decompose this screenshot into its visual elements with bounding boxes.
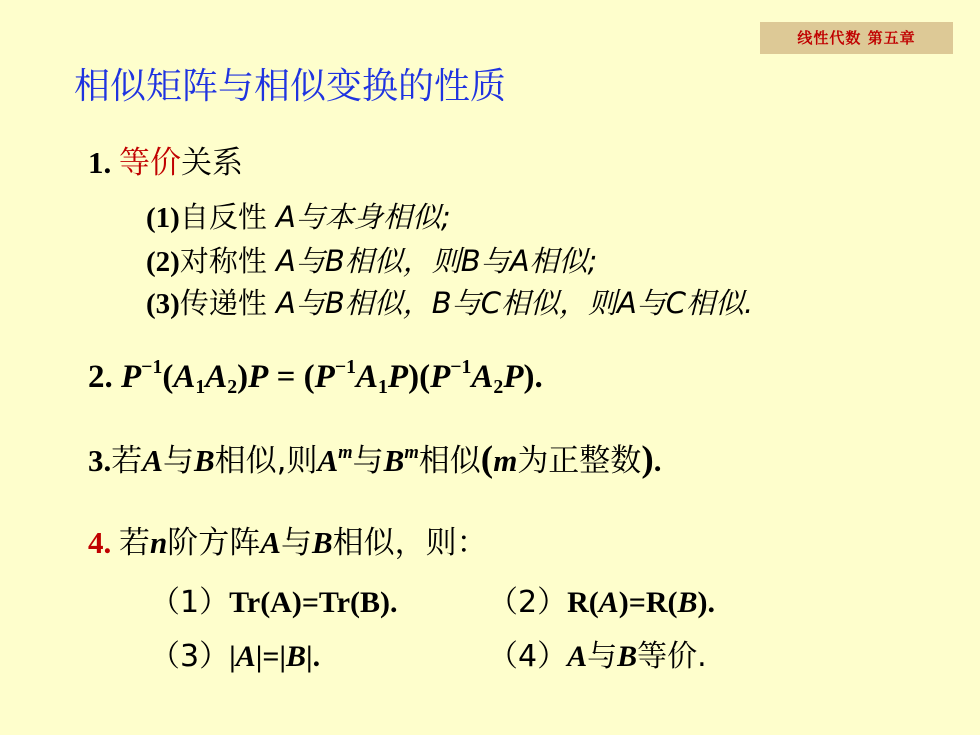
- sym-paren: ): [641, 439, 654, 480]
- text: 相似,则: [214, 443, 318, 479]
- item-1-sub-3: [146, 283, 753, 324]
- text: |=|: [255, 640, 287, 673]
- sym-index: 2: [227, 375, 238, 398]
- text: 等价.: [637, 639, 707, 674]
- conclusion-label: （2）: [488, 585, 568, 620]
- sub-label: (3): [146, 288, 180, 320]
- conclusion-text: Tr(A)=Tr(B).: [229, 586, 398, 619]
- text: 与: [162, 443, 194, 479]
- sym-inverse: −1: [141, 356, 163, 379]
- sym-paren: (: [419, 359, 431, 395]
- conclusion-label: （4）: [488, 639, 568, 674]
- sym-period: .: [534, 359, 543, 395]
- text: 若: [119, 525, 150, 561]
- text: 与: [352, 443, 384, 479]
- text: 若: [111, 443, 143, 479]
- sub-text: A与本身相似;: [266, 200, 451, 234]
- sym-B: B: [617, 640, 638, 673]
- sub-label: (1): [146, 202, 180, 234]
- sub-name: 自反性: [179, 200, 267, 234]
- item-3-number: 3.: [88, 443, 112, 478]
- item-1-keyword: 等价: [119, 145, 181, 181]
- sym-A: A: [471, 359, 494, 395]
- sym-equals: =: [268, 359, 304, 395]
- item-4-conclusion-1: [150, 583, 398, 623]
- sym-paren: (: [303, 359, 315, 395]
- sym-index: 1: [378, 375, 388, 398]
- sym-paren: ): [408, 359, 420, 395]
- chapter-tag: 线性代数 第五章: [760, 22, 953, 54]
- text: R(: [567, 586, 599, 619]
- text: 相似，则：: [332, 525, 488, 561]
- sym-paren: ): [523, 359, 535, 395]
- sym-B: B: [193, 443, 215, 478]
- item-2-number: 2.: [88, 359, 113, 395]
- text: 与: [587, 639, 618, 674]
- text: 与: [280, 525, 312, 561]
- sym-A: A: [260, 525, 281, 560]
- sym-A: A: [598, 586, 619, 619]
- sym-m: m: [404, 441, 419, 463]
- sym-P: P: [387, 359, 409, 395]
- sym-A: A: [567, 640, 588, 673]
- sym-paren: (: [480, 439, 494, 480]
- sub-label: (2): [146, 246, 180, 278]
- item-1-rest: 关系: [181, 145, 243, 181]
- item-2-formula: [88, 357, 543, 397]
- sub-text: A与B相似，B与C相似，则A与C相似.: [266, 286, 754, 320]
- sub-name: 对称性: [179, 244, 267, 278]
- sym-A: A: [173, 359, 196, 395]
- text: 相似: [418, 443, 481, 479]
- sym-inverse: −1: [334, 356, 356, 379]
- conclusion-label: （3）: [150, 639, 230, 674]
- sym-inverse: −1: [450, 356, 472, 379]
- page-title: 相似矩阵与相似变换的性质: [74, 66, 507, 107]
- sym-n: n: [150, 525, 168, 560]
- sym-period: .: [653, 443, 662, 478]
- item-4-statement: [88, 523, 488, 563]
- sym-P: P: [248, 359, 269, 395]
- sym-B: B: [677, 586, 698, 619]
- item-1-number: 1.: [88, 145, 112, 180]
- item-1-sub-2: [146, 241, 597, 282]
- sub-text: A与B相似，则B与A相似;: [266, 244, 598, 278]
- item-1-heading: [88, 143, 243, 183]
- sym-A: A: [355, 359, 378, 395]
- sym-m: m: [493, 443, 518, 478]
- sym-A: A: [317, 443, 339, 478]
- sym-index: 1: [195, 375, 206, 398]
- item-1-sub-1: [146, 197, 451, 238]
- text: |.: [306, 640, 321, 673]
- item-4-conclusion-2: [488, 583, 715, 623]
- sym-paren: ): [237, 359, 249, 395]
- sym-B: B: [383, 443, 405, 478]
- sub-name: 传递性: [179, 286, 267, 320]
- sym-paren: (: [162, 359, 174, 395]
- text: 阶方阵: [167, 525, 261, 561]
- sym-P: P: [121, 359, 142, 395]
- sym-P: P: [503, 359, 524, 395]
- sym-B: B: [286, 640, 307, 673]
- sym-index: 2: [493, 375, 504, 398]
- sym-A: A: [235, 640, 256, 673]
- item-4-number: 4.: [88, 525, 112, 560]
- item-4-conclusion-4: [488, 637, 707, 677]
- text: |: [229, 640, 236, 673]
- sym-A: A: [205, 359, 228, 395]
- sym-B: B: [311, 525, 333, 560]
- item-4-conclusion-3: [150, 637, 320, 677]
- item-3-statement: [88, 440, 661, 481]
- sym-P: P: [314, 359, 335, 395]
- text: )=R(: [618, 586, 678, 619]
- sym-P: P: [430, 359, 451, 395]
- text: ).: [697, 586, 716, 619]
- conclusion-label: （1）: [150, 585, 230, 620]
- sym-A: A: [142, 443, 163, 478]
- sym-m: m: [338, 441, 353, 463]
- text: 为正整数: [517, 443, 642, 479]
